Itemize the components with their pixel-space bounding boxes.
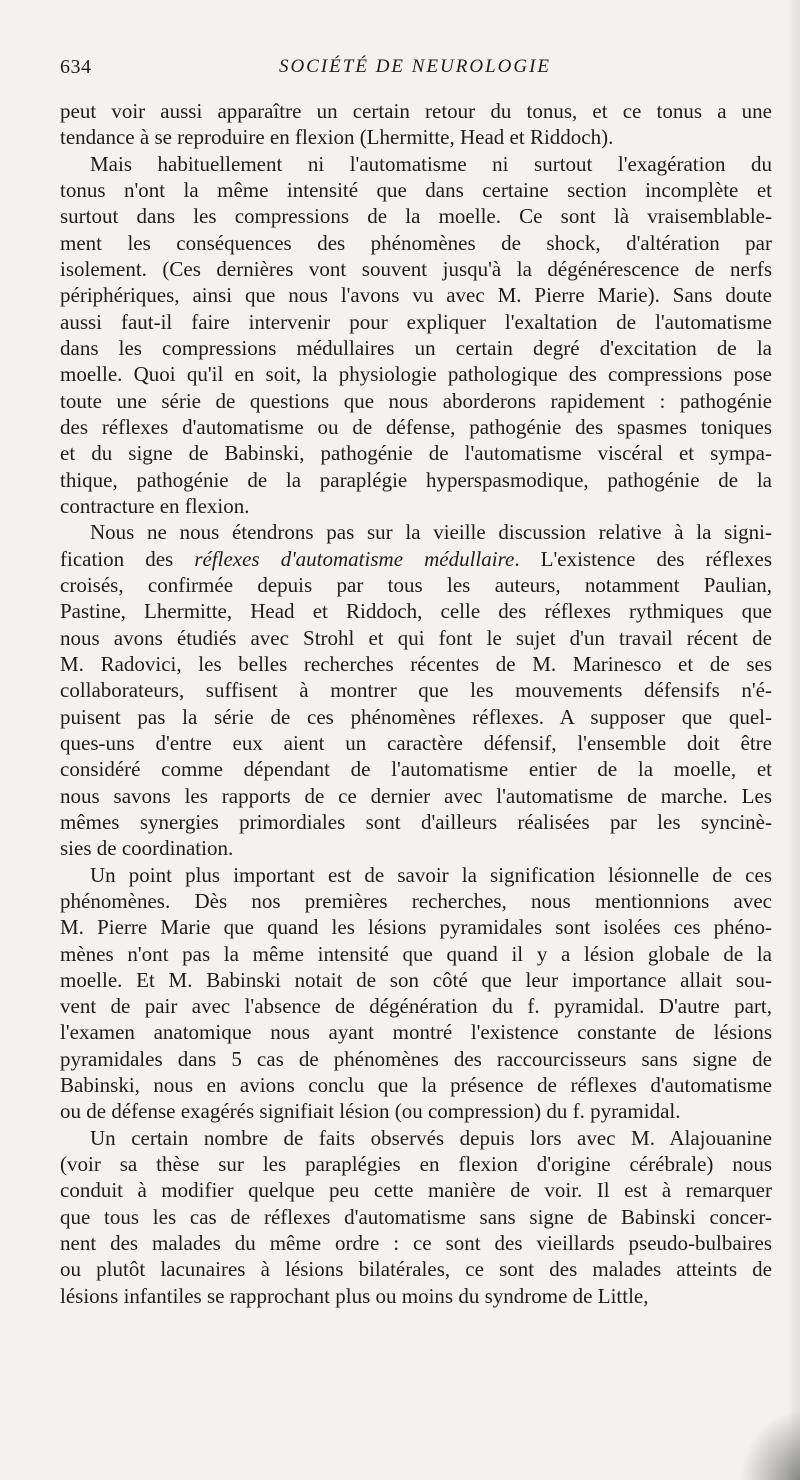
- text-line: M. Pierre Marie que quand les lésions pyramidales sont isolées ces phéno-: [60, 915, 772, 940]
- text-line: nous avons étudiés avec Strohl et qui font le sujet d'un travail récent de: [60, 625, 772, 650]
- text-line: aussi faut-il faire intervenir pour expliquer l'exaltation de l'automatisme: [60, 309, 772, 334]
- text-line: ques-uns d'entre eux aient un caractère défensif, l'ensemble doit être: [60, 730, 772, 755]
- text-line: thique, pathogénie de la paraplégie hyperspasmodique, pathogénie de la: [60, 467, 772, 492]
- scan-shadow: [740, 1410, 800, 1480]
- text-line: ou de défense exagérés signifiait lésion (ou compression) du f. pyramidal.: [60, 1099, 681, 1124]
- paragraph: [60, 1125, 772, 1309]
- text-line: croisés, confirmée depuis par tous les auteurs, notamment Paulian,: [60, 572, 772, 597]
- paragraph: [60, 98, 772, 151]
- page-header: [60, 56, 770, 86]
- text-line: moelle. Quoi qu'il en soit, la physiologie pathologique des compressions pose: [60, 362, 772, 387]
- text-line: contracture en flexion.: [60, 493, 250, 518]
- text-line: Babinski, nous en avions conclu que la présence de réflexes d'automatisme: [60, 1073, 772, 1098]
- text-line: phénomènes. Dès nos premières recherches, nous mentionnions avec: [60, 888, 772, 913]
- text-line: ou plutôt lacunaires à lésions bilatérales, ce sont des malades atteints de: [60, 1257, 772, 1282]
- page-edge-shading: [786, 0, 800, 1480]
- text-line: tendance à se reproduire en flexion (Lhermitte, Head et Riddoch).: [60, 125, 614, 150]
- text-line: moelle. Et M. Babinski notait de son côté que leur importance allait sou-: [60, 967, 772, 992]
- text-line: Un certain nombre de faits observés depuis lors avec M. Alajouanine: [90, 1125, 772, 1150]
- text-line: toute une série de questions que nous aborderons rapidement : pathogénie: [60, 388, 772, 413]
- text-line: que tous les cas de réflexes d'automatisme sans signe de Babinski concer-: [60, 1204, 772, 1229]
- text-line: conduit à modifier quelque peu cette manière de voir. Il est à remarquer: [60, 1178, 772, 1203]
- text-line: considéré comme dépendant de l'automatisme entier de la moelle, et: [60, 757, 772, 782]
- text-line: surtout dans les compressions de la moelle. Ce sont là vraisemblable-: [60, 204, 772, 229]
- text-line: lésions infantiles se rapprochant plus ou moins du syndrome de Little,: [60, 1283, 649, 1308]
- text-line: M. Radovici, les belles recherches récentes de M. Marinesco et de ses: [60, 651, 772, 676]
- text-line: et du signe de Babinski, pathogénie de l'automatisme viscéral et sympa-: [60, 441, 772, 466]
- running-title: SOCIÉTÉ DE NEUROLOGIE: [278, 56, 552, 77]
- text-line: fication des réflexes d'automatisme médullaire. L'existence des réflexes: [60, 546, 773, 571]
- text-line: isolement. (Ces dernières vont souvent jusqu'à la dégénérescence de nerfs: [60, 256, 772, 281]
- text-line: nent des malades du même ordre : ce sont des vieillards pseudo-bulbaires: [60, 1231, 772, 1256]
- text-line: Pastine, Lhermitte, Head et Riddoch, celle des réflexes rythmiques que: [60, 599, 772, 624]
- text-line: dans les compressions médullaires un certain degré d'excitation de la: [60, 335, 772, 360]
- text-line: périphériques, ainsi que nous l'avons vu avec M. Pierre Marie). Sans doute: [60, 283, 772, 308]
- text-line: Nous ne nous étendrons pas sur la vieille discussion relative à la signi-: [90, 520, 772, 545]
- text-line: puisent pas la série de ces phénomènes réflexes. A supposer que quel-: [60, 704, 772, 729]
- text-line: sies de coordination.: [60, 836, 234, 861]
- paragraph: [60, 862, 772, 1125]
- text-line: nous savons les rapports de ce dernier avec l'automatisme de marche. Les: [60, 783, 772, 808]
- text-line: collaborateurs, suffisent à montrer que les mouvements défensifs n'é-: [60, 678, 772, 703]
- text-line: peut voir aussi apparaître un certain retour du tonus, et ce tonus a une: [60, 99, 772, 123]
- text-line: l'examen anatomique nous ayant montré l'existence constante de lésions: [60, 1020, 772, 1045]
- page-number: 634: [60, 56, 92, 78]
- text-line: ment les conséquences des phénomènes de shock, d'altération par: [60, 230, 772, 255]
- text-line: mènes n'ont pas la même intensité que quand il y a lésion globale de la: [60, 941, 772, 966]
- text-line: Mais habituellement ni l'automatisme ni surtout l'exagération du: [90, 151, 772, 176]
- text-line: vent de pair avec l'absence de dégénération du f. pyramidal. D'autre part,: [60, 994, 772, 1019]
- text-line: des réflexes d'automatisme ou de défense, pathogénie des spasmes toniques: [60, 414, 772, 439]
- paragraph: [60, 519, 772, 861]
- body-text: [60, 98, 772, 1309]
- text-line: pyramidales dans 5 cas de phénomènes des raccourcisseurs sans signe de: [60, 1046, 772, 1071]
- text-line: mêmes synergies primordiales sont d'ailleurs réalisées par les syncinè-: [60, 809, 772, 834]
- text-line: (voir sa thèse sur les paraplégies en flexion d'origine cérébrale) nous: [60, 1152, 772, 1177]
- text-line: Un point plus important est de savoir la signification lésionnelle de ces: [90, 862, 772, 887]
- paragraph: [60, 151, 772, 520]
- text-line: tonus n'ont la même intensité que dans certaine section incomplète et: [60, 177, 772, 202]
